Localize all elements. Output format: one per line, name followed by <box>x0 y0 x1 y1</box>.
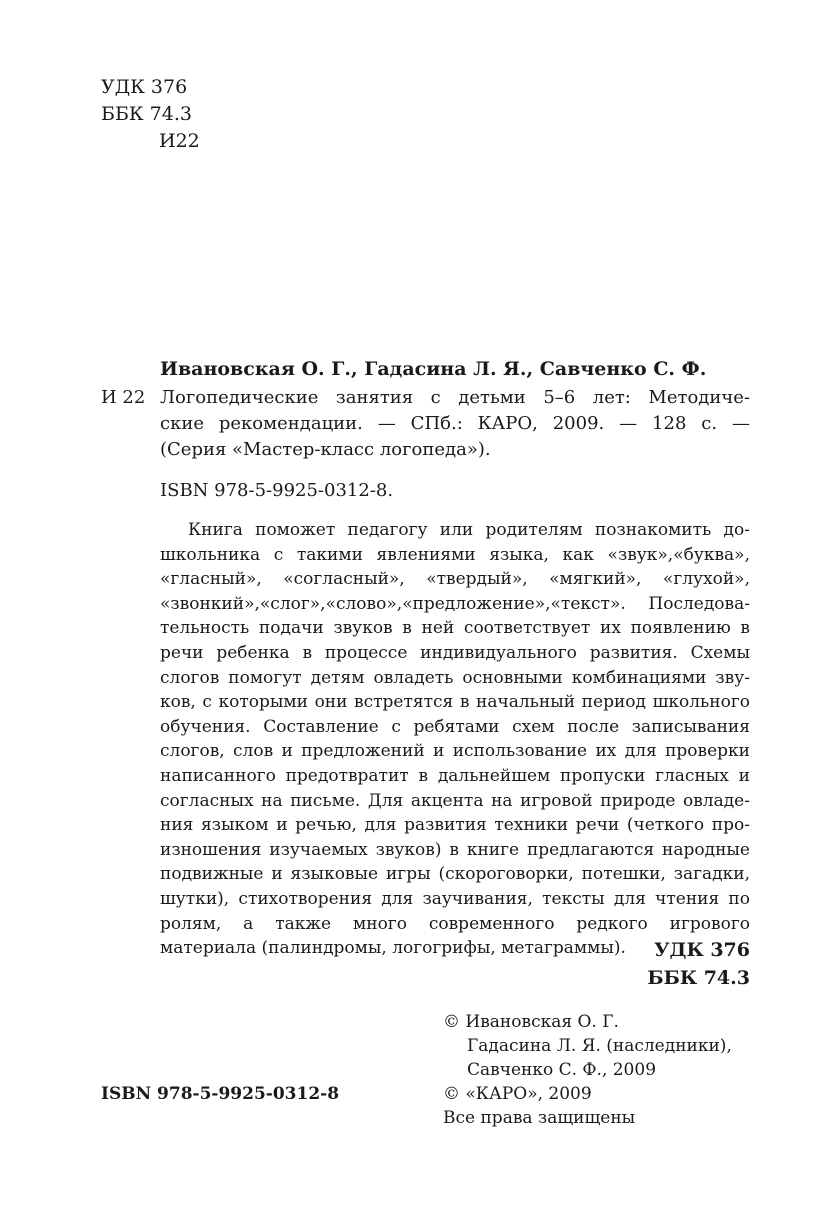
bibliographic-description <box>160 385 750 463</box>
footer-bbk-code: ББК 74.3 <box>647 967 750 989</box>
copyright-line: Все права защищены <box>443 1108 636 1128</box>
bbk-code: ББК 74.3 <box>101 103 192 125</box>
annotation-paragraph: Книга поможет педагогу или родителям познакомить дошкольника с такими явлениями языка, как «звук»,«буква», «гласный», «согласный», «твердый», «мягкий», «глухой», «звонкий»,«слог»,«слово»,«предложение»,«текст». Последовательность подачи звуков в ней соответствует их появлению в речи ребенка в процессе индивидуального развития. Схемы слогов помогут детям овладеть основными комбинациями звуков, с которыми они встретятся в начальный период школьного обучения. Составление с ребятами схем после записывания слогов, слов и предложений и использование их для проверки написанного предотвратит в дальнейшем пропуски гласных и согласных на письме. Для акцента на игровой природе овладения языком и речью, для развития техники речи (четкого произношения изучаемых звуков) в книге предлагаются народные подвижные и языковые игры (скороговорки, потешки, загадки, шутки), стихотворения для заучивания, тексты для чтения по ролям, а также много современного редкого игрового материала (палиндромы, логогрифы, метаграммы). <box>160 520 750 959</box>
copyright-block <box>443 1010 732 1130</box>
copyright-line: © Ивановская О. Г. <box>443 1012 619 1032</box>
biblio-line: (Серия «Мастер-класс логопеда»). <box>160 439 491 460</box>
classification-codes <box>101 74 200 155</box>
udk-code: УДК 376 <box>101 76 188 98</box>
biblio-line: ские рекомендации. — СПб.: КАРО, 2009. — 128 с. — <box>160 413 750 434</box>
copyright-line: © «КАРО», 2009 <box>443 1084 592 1104</box>
authors-line: Ивановская О. Г., Гадасина Л. Я., Савченко С. Ф. <box>160 358 707 380</box>
isbn-record: ISBN 978-5-9925-0312-8. <box>160 480 394 501</box>
footer-udk-code: УДК 376 <box>654 939 750 961</box>
footer-isbn: ISBN 978-5-9925-0312-8 <box>101 1084 340 1104</box>
biblio-line: Логопедические занятия с детьми 5–6 лет: Методиче- <box>160 387 750 408</box>
copyright-line: Савченко С. Ф., 2009 <box>467 1060 657 1080</box>
copyright-line: Гадасина Л. Я. (наследники), <box>467 1036 732 1056</box>
shelf-mark: И 22 <box>101 387 146 408</box>
author-mark: И22 <box>159 130 200 152</box>
footer-classification-codes <box>600 936 750 992</box>
